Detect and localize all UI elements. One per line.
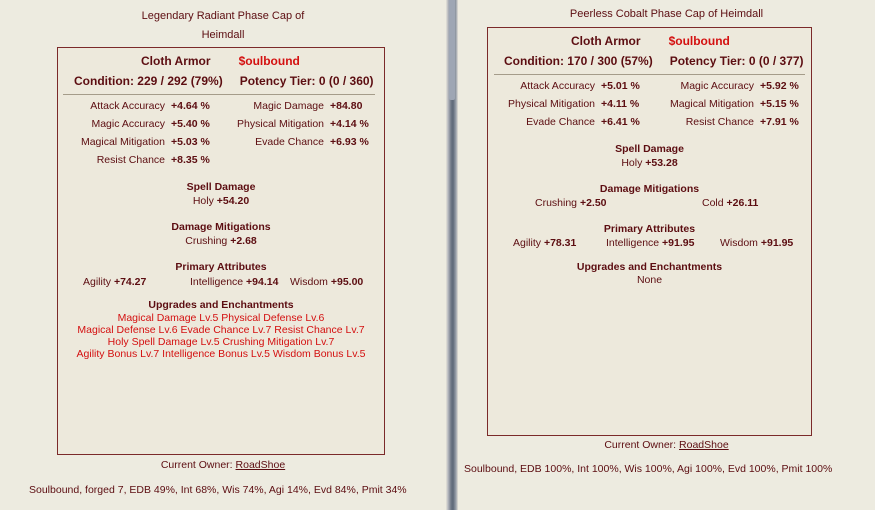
potency-tier: Potency Tier: 0 (0 / 377) [669,54,804,68]
attribute-wisdom: Wisdom +91.95 [720,237,794,249]
primary-attributes-section [58,260,384,274]
item-title-line1: Legendary Radiant Phase Cap of [141,10,305,22]
item-title [0,0,446,45]
stat-resist-chance: Resist Chance +7.91 % [685,116,799,128]
attribute-wisdom: Wisdom +95.00 [290,276,364,288]
item-type: Cloth Armor [141,54,211,68]
condition-row [504,54,804,68]
potency-tier: Potency Tier: 0 (0 / 360) [239,74,374,88]
stat-magic-accuracy: Magic Accuracy +5.92 % [680,80,799,92]
condition-row [74,74,374,88]
section-heading: Damage Mitigations [171,221,271,233]
upgrades-section [58,298,384,360]
damage-mitigations-section [58,220,384,248]
divider [63,94,375,95]
item-summary-footer: Soulbound, forged 7, EDB 49%, Int 68%, Wis 74%, Agi 14%, Evd 84%, Pmit 34% [29,484,407,496]
pane-divider-scrollbar[interactable] [446,0,458,510]
spell-damage-holy: Holy +53.28 [621,157,678,169]
section-heading: Primary Attributes [603,223,696,235]
stat-attack-accuracy: Attack Accuracy +5.01 % [520,80,640,92]
damage-mitigations-section [488,182,811,196]
stat-physical-mitigation: Physical Mitigation +4.14 % [237,118,369,130]
attribute-agility: Agility +78.31 [513,237,577,249]
section-heading: Spell Damage [186,181,256,193]
spell-damage-section [488,142,811,170]
stat-evade-chance: Evade Chance +6.93 % [255,136,369,148]
mitigation-crushing: Crushing +2.50 [535,197,607,209]
stat-attack-accuracy: Attack Accuracy +4.64 % [90,100,210,112]
mitigation-cold: Cold +26.11 [702,197,759,209]
section-heading: Spell Damage [615,143,684,155]
scrollbar-thumb[interactable] [449,0,455,100]
item-stats-card [487,27,812,436]
condition: Condition: 229 / 292 (79%) [74,74,223,88]
right-item-pane [458,0,875,510]
item-type: Cloth Armor [571,34,641,48]
current-owner: Current Owner: RoadShoe [160,459,286,471]
soulbound-label: $oulbound [668,34,730,48]
primary-attributes-section [488,222,811,236]
attribute-intelligence: Intelligence +91.95 [606,237,695,249]
item-stats-card [57,47,385,455]
section-heading: Damage Mitigations [599,183,700,195]
owner-link[interactable]: RoadShoe [235,459,286,471]
section-heading: Primary Attributes [175,261,267,273]
condition: Condition: 170 / 300 (57%) [504,54,653,68]
stat-magical-mitigation: Magical Mitigation +5.15 % [669,98,799,110]
stat-magic-accuracy: Magic Accuracy +5.40 % [91,118,210,130]
upgrade-line: Magical Damage Lv.5 Physical Defense Lv.6 [117,312,325,324]
item-type-row [141,54,300,68]
item-title: Peerless Cobalt Phase Cap of Heimdall [569,8,764,20]
item-summary-footer: Soulbound, EDB 100%, Int 100%, Wis 100%, Agi 100%, Evd 100%, Pmit 100% [464,463,833,475]
upgrade-line: Holy Spell Damage Lv.5 Crushing Mitigation Lv.7 [107,336,335,348]
mitigation-crushing: Crushing +2.68 [185,235,257,247]
soulbound-label: $oulbound [238,54,300,68]
owner-link[interactable]: RoadShoe [679,439,729,451]
section-heading: Upgrades and Enchantments [148,299,294,311]
item-type-row [571,34,730,48]
attribute-intelligence: Intelligence +94.14 [190,276,279,288]
section-heading: Upgrades and Enchantments [576,261,723,273]
spell-damage-section [58,180,384,208]
item-title-line2: Heimdall [201,29,245,41]
current-owner: Current Owner: RoadShoe [604,439,729,451]
spell-damage-holy: Holy +54.20 [192,195,250,207]
stat-magic-damage: Magic Damage +84.80 [253,100,363,112]
stat-grid [58,100,386,170]
attribute-agility: Agility +74.27 [83,276,147,288]
upgrades-none: None [636,274,663,286]
stat-grid [488,80,813,132]
upgrade-line: Magical Defense Lv.6 Evade Chance Lv.7 Resist Chance Lv.7 [77,324,365,336]
stat-evade-chance: Evade Chance +6.41 % [526,116,640,128]
stat-resist-chance: Resist Chance +8.35 % [96,154,210,166]
divider [494,74,805,75]
stat-physical-mitigation: Physical Mitigation +4.11 % [508,98,640,110]
upgrades-section [488,260,811,286]
stat-magical-mitigation: Magical Mitigation +5.03 % [80,136,210,148]
upgrade-line: Agility Bonus Lv.7 Intelligence Bonus Lv.5 Wisdom Bonus Lv.5 [76,348,366,360]
